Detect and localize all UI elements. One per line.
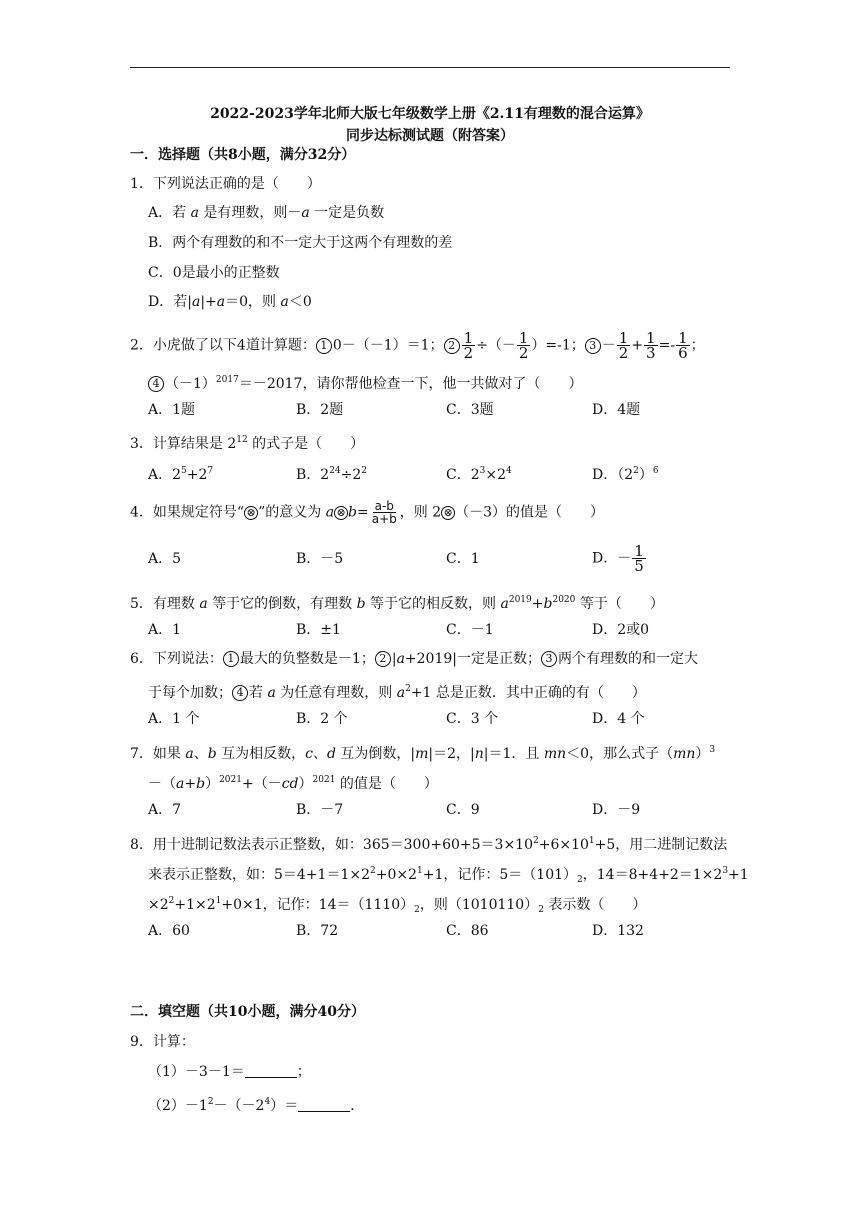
question-8-line-1: 8．用十进制记数法表示正整数，如：$365=300+60+5=3\times 10^2+6\times 10^1+5$，用二进制记数法 xyxy=(130,836,728,853)
question-6-option-c: C．3 个 xyxy=(446,711,499,727)
question-7-option-a: A．7 xyxy=(148,802,182,818)
circled-number-1: 1 xyxy=(316,338,332,354)
question-5-option-d: D．2或0 xyxy=(592,622,650,638)
question-9-part-1: （1）－3－1＝ ； xyxy=(148,1064,311,1080)
fraction-third: $\frac{1}{3}$ xyxy=(646,329,656,362)
question-2-option-b: B．2题 xyxy=(296,402,344,418)
question-4-option-c: C．1 xyxy=(446,551,480,567)
fraction-definition: $\frac{a-b}{a+b}$ xyxy=(371,499,397,526)
answer-blank xyxy=(298,1099,350,1112)
question-8-line-2: 来表示正整数，如：$5=4+1=1\times 2^2+0\times 2^1+1$，记作：$5=(101)_2$，$14=8+4+2=1\times 2^3+1$ xyxy=(148,866,749,885)
page-subtitle: 同步达标测试题（附答案） xyxy=(346,128,514,144)
top-rule xyxy=(130,67,730,68)
question-7-option-b: B．－7 xyxy=(296,802,344,818)
circled-number-3: 3 xyxy=(585,338,601,354)
fraction-sixth: $\frac{1}{6}$ xyxy=(678,329,688,362)
otimes-symbol: ⊗ xyxy=(441,506,455,520)
question-6-line-1: 6．下列说法： 1 最大的负整数是－1； 2 |a+2019|一定是正数； 3 两个有理数的和一定大 xyxy=(130,651,698,667)
question-6-option-d: D．4 个 xyxy=(592,711,645,727)
question-2-option-d: D．4题 xyxy=(592,402,641,418)
question-9-stem: 9．计算： xyxy=(130,1034,195,1050)
question-7-line-1: 7．如果 a、b 互为相反数，c、d 互为倒数，|m|＝2，|n|＝1．且 mn＜0，那么式子（mn）$^3$ xyxy=(130,745,716,762)
question-4-option-d: D．－ $\frac{1}{5}$ xyxy=(592,542,644,575)
question-1-option-b: B．两个有理数的和不一定大于这两个有理数的差 xyxy=(148,235,453,251)
section-heading-choice: 一．选择题（共8小题，满分32分） xyxy=(130,147,356,163)
question-6-option-b: B．2 个 xyxy=(296,711,348,727)
question-1-stem: 1．下列说法正确的是（ ） xyxy=(130,176,321,192)
section-heading-fill: 二．填空题（共10小题，满分40分） xyxy=(130,1004,365,1020)
question-2-line-2: 4 $(-1)^{2017}=-2017$，请你帮他检查一下，他一共做对了（ ） xyxy=(148,371,582,393)
question-3-option-b: B．$2^{24}\div 2^2$ xyxy=(296,466,368,483)
question-1-option-a: A．若 a 是有理数，则－a 一定是负数 xyxy=(148,205,385,221)
fraction-half: $\frac{1}{2}$ xyxy=(618,329,629,362)
question-4-stem: 4．如果规定符号“ ⊗ ”的意义为 a ⊗ b= $\frac{a-b}{a+b}$ ，则 2 ⊗ （－3）的值是（ ） xyxy=(130,499,605,526)
question-4-option-a: A．5 xyxy=(148,551,182,567)
question-5-option-a: A．1 xyxy=(148,622,182,638)
question-8-option-c: C．86 xyxy=(446,923,489,939)
question-2-option-a: A．1题 xyxy=(148,402,196,418)
question-6-line-2: 于每个加数； 4 若 a 为任意有理数，则 $a^2+1$ 总是正数．其中正确的有（ ） xyxy=(148,684,646,701)
question-5-stem: 5．有理数 a 等于它的倒数，有理数 b 等于它的相反数，则 $a^{2019}+b^{2020}$ 等于（ ） xyxy=(130,595,664,612)
question-8-option-b: B．72 xyxy=(296,923,339,939)
question-2-option-c: C．3题 xyxy=(446,402,494,418)
question-2-stem: 2．小虎做了以下4道计算题： 1 0－（－1）＝1； 2 $\frac{1}{2}$ ÷（－ $\frac{1}{2}$ ）=-1； 3 － $\frac{1}{2}$ + $\frac{1}{3}$ =- $\frac{1}{6}$ ； xyxy=(130,329,705,362)
circled-number-2: 2 xyxy=(375,651,391,667)
question-5-option-c: C．－1 xyxy=(446,622,494,638)
circled-number-2: 2 xyxy=(444,338,460,354)
question-8-line-3: $\times 2^2+1\times 2^1+0\times 1$，记作：$14=(1110)_2$，则$(1010110)_2$ 表示数（ ） xyxy=(148,896,647,915)
question-9-part-2: $(2)-1^2-(-2^4)=$ ． xyxy=(148,1097,365,1114)
question-7-line-2: $-(a+b)^{2021}+(-cd)^{2021}$ 的值是（ ） xyxy=(148,775,438,792)
question-6-option-a: A．1 个 xyxy=(148,711,200,727)
question-8-option-d: D．132 xyxy=(592,923,644,939)
question-3-stem: 3．计算结果是 $2^{12}$ 的式子是（ ） xyxy=(130,435,365,452)
question-1-option-d: D．若|a|+a＝0，则 a＜0 xyxy=(148,294,312,310)
question-4-option-b: B．－5 xyxy=(296,551,344,567)
answer-blank xyxy=(245,1065,297,1078)
question-7-option-c: C．9 xyxy=(446,802,480,818)
question-5-option-b: B．±1 xyxy=(296,622,341,638)
page-title: 2022-2023学年北师大版七年级数学上册《2.11有理数的混合运算》 xyxy=(210,106,650,122)
question-1-option-c: C．0是最小的正整数 xyxy=(148,265,280,281)
fraction-half: $\frac{1}{2}$ xyxy=(463,329,474,362)
question-3-option-c: C．$2^3\times 2^4$ xyxy=(446,466,512,483)
fraction-one-fifth: $\frac{1}{5}$ xyxy=(634,542,644,575)
circled-number-1: 1 xyxy=(223,651,239,667)
circled-number-4: 4 xyxy=(232,685,248,701)
fraction-half: $\frac{1}{2}$ xyxy=(518,329,529,362)
question-3-option-a: A．$2^5+2^7$ xyxy=(148,466,214,483)
question-8-option-a: A．60 xyxy=(148,923,190,939)
otimes-symbol: ⊗ xyxy=(244,506,258,520)
circled-number-3: 3 xyxy=(541,651,557,667)
question-3-option-d: D．$(2^2)^6$ xyxy=(592,466,659,483)
otimes-symbol: ⊗ xyxy=(334,506,348,520)
question-7-option-d: D．－9 xyxy=(592,802,641,818)
circled-number-4: 4 xyxy=(148,376,164,392)
